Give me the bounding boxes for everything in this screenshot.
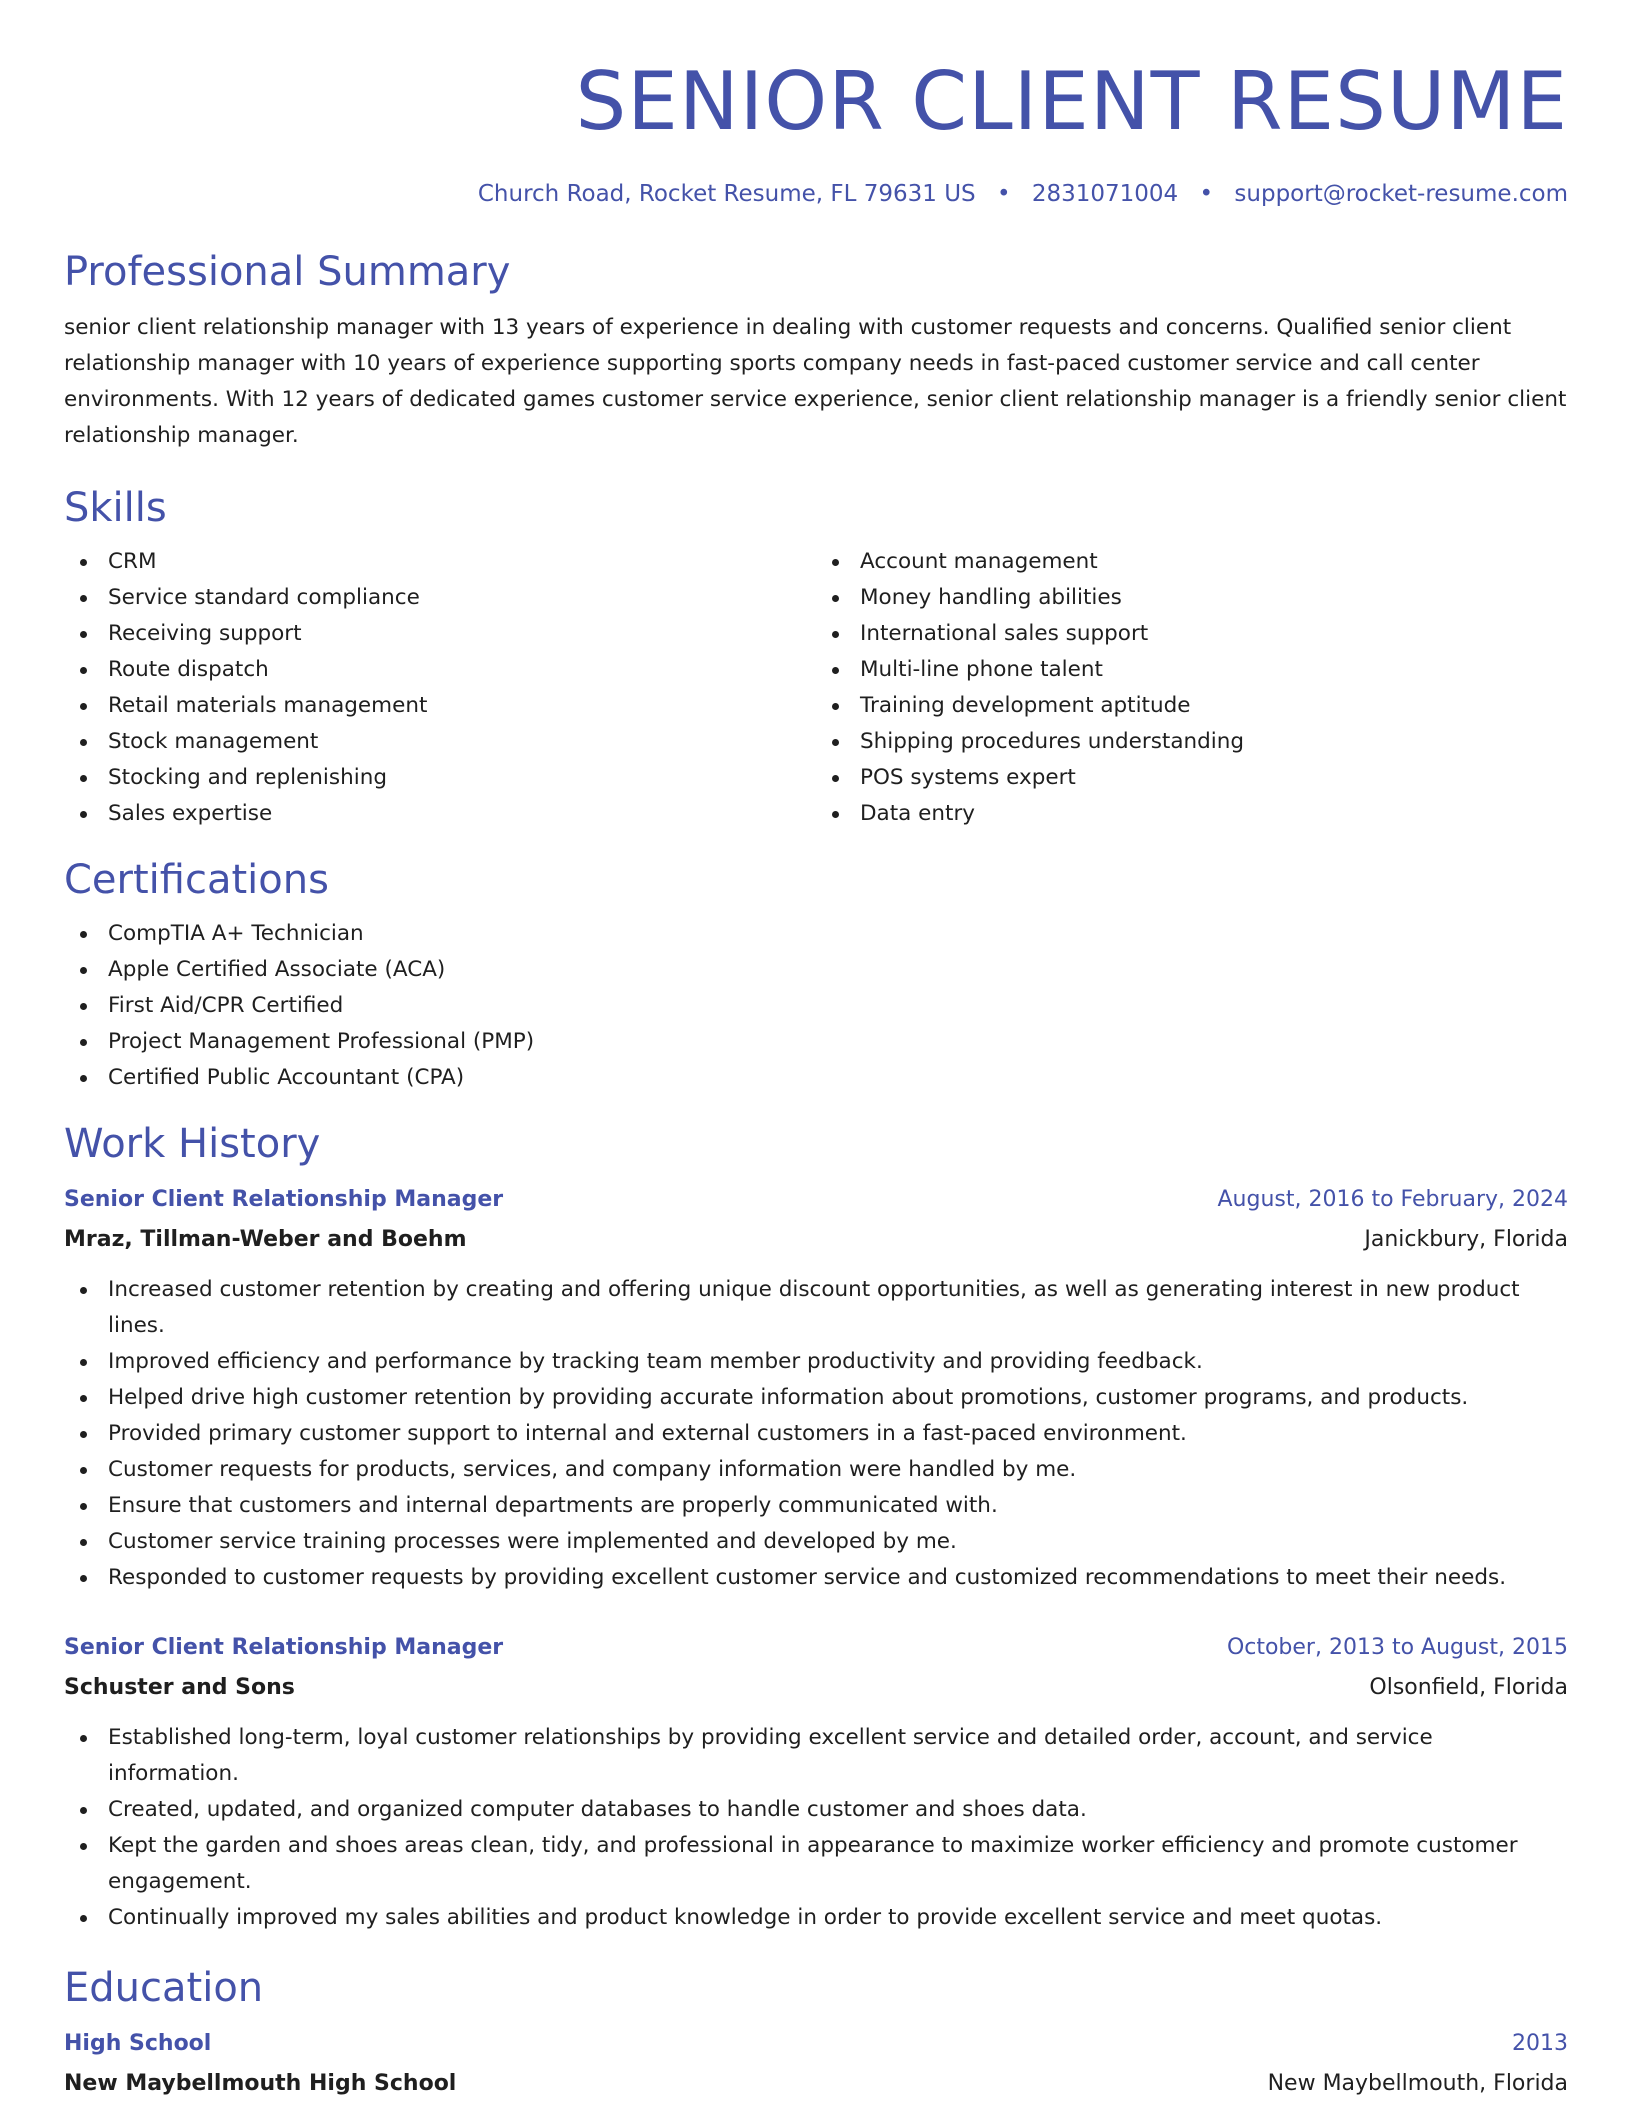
contact-separator: • — [1199, 181, 1214, 207]
skills-section — [64, 482, 1568, 832]
job-entry — [64, 1630, 1568, 1936]
job-company-row — [64, 1218, 1568, 1258]
contact-separator: • — [996, 181, 1011, 207]
certification-item: CompTIA A+ Technician — [64, 916, 1568, 952]
contact-line — [64, 178, 1568, 210]
job-company-row — [64, 1666, 1568, 1706]
skills-columns — [64, 544, 1568, 832]
section-title-summary: Professional Summary — [64, 249, 511, 295]
job-header-row — [64, 1182, 1568, 1218]
job-bullet: Increased customer retention by creating and offering unique discount opportunities, as well as generating interest in new product lines. — [64, 1272, 1568, 1344]
section-title-education: Education — [64, 1965, 264, 2011]
contact-email[interactable]: support@rocket-resume.com — [1234, 181, 1568, 207]
certification-item: Project Management Professional (PMP) — [64, 1024, 1568, 1060]
section-title-certifications: Certifications — [64, 857, 329, 903]
skills-list-right — [816, 544, 1568, 832]
job-dates: August, 2016 to February, 2024 — [1217, 1187, 1568, 1212]
certifications-section — [64, 854, 1568, 1096]
education-school-row — [64, 2062, 1568, 2102]
job-bullet: Provided primary customer support to internal and external customers in a fast-paced environment. — [64, 1416, 1568, 1452]
skill-item: Account management — [816, 544, 1568, 580]
certifications-list — [64, 916, 1568, 1096]
skill-item: CRM — [64, 544, 816, 580]
job-entry — [64, 1182, 1568, 1596]
skills-list-left — [64, 544, 816, 832]
skill-item: Route dispatch — [64, 652, 816, 688]
contact-phone: 2831071004 — [1031, 181, 1179, 207]
job-bullet: Ensure that customers and internal departments are properly communicated with. — [64, 1488, 1568, 1524]
job-bullet: Helped drive high customer retention by providing accurate information about promotions, customer programs, and products. — [64, 1380, 1568, 1416]
work-history-section — [64, 1118, 1568, 1936]
summary-text: senior client relationship manager with 13 years of experience in dealing with customer requests and concerns. Qualified senior client relationship manager with 10 years of experience supporting sports company needs in fast-paced customer service and call center environments. With 12 years of dedicated games customer service experience, senior client relationship manager is a friendly senior client relationship manager. — [64, 315, 1567, 448]
education-location: New Maybellmouth, Florida — [1267, 2071, 1568, 2096]
job-bullet: Kept the garden and shoes areas clean, tidy, and professional in appearance to maximize worker efficiency and promote customer engagement. — [64, 1828, 1568, 1900]
job-location: Janickbury, Florida — [1364, 1227, 1568, 1252]
job-bullet: Customer service training processes were implemented and developed by me. — [64, 1524, 1568, 1560]
job-location: Olsonfield, Florida — [1369, 1675, 1568, 1700]
contact-address: Church Road, Rocket Resume, FL 79631 US — [477, 181, 976, 207]
job-company: Schuster and Sons — [64, 1675, 295, 1700]
skill-item: Stock management — [64, 724, 816, 760]
job-responsibilities — [64, 1720, 1568, 1936]
skill-item: Money handling abilities — [816, 580, 1568, 616]
job-company: Mraz, Tillman-Weber and Boehm — [64, 1227, 467, 1252]
certification-item: First Aid/CPR Certified — [64, 988, 1568, 1024]
education-header-row — [64, 2026, 1568, 2062]
education-school: New Maybellmouth High School — [64, 2071, 457, 2096]
section-title-work-history: Work History — [64, 1121, 321, 1167]
skill-item: Shipping procedures understanding — [816, 724, 1568, 760]
job-bullet: Continually improved my sales abilities and product knowledge in order to provide excellent service and meet quotas. — [64, 1900, 1568, 1936]
job-bullet: Improved efficiency and performance by tracking team member productivity and providing feedback. — [64, 1344, 1568, 1380]
skill-item: Retail materials management — [64, 688, 816, 724]
certification-item: Apple Certified Associate (ACA) — [64, 952, 1568, 988]
skill-item: Receiving support — [64, 616, 816, 652]
job-bullet: Created, updated, and organized computer databases to handle customer and shoes data. — [64, 1792, 1568, 1828]
education-section — [64, 1962, 1568, 2102]
job-responsibilities — [64, 1272, 1568, 1596]
skill-item: Service standard compliance — [64, 580, 816, 616]
skill-item: Training development aptitude — [816, 688, 1568, 724]
job-bullet: Responded to customer requests by providing excellent customer service and customized recommendations to meet their needs. — [64, 1560, 1568, 1596]
resume-header — [64, 0, 1568, 210]
job-bullet: Customer requests for products, services, and company information were handled by me. — [64, 1452, 1568, 1488]
summary-section — [64, 246, 1568, 454]
education-degree: High School — [64, 2031, 212, 2056]
skill-item: International sales support — [816, 616, 1568, 652]
job-title: Senior Client Relationship Manager — [64, 1635, 504, 1660]
skill-item: Stocking and replenishing — [64, 760, 816, 796]
skill-item: Sales expertise — [64, 796, 816, 832]
skill-item: POS systems expert — [816, 760, 1568, 796]
education-entry — [64, 2026, 1568, 2102]
certification-item: Certified Public Accountant (CPA) — [64, 1060, 1568, 1096]
skill-item: Multi-line phone talent — [816, 652, 1568, 688]
education-year: 2013 — [1512, 2031, 1568, 2056]
candidate-name: SENIOR CLIENT RESUME — [575, 55, 1568, 148]
section-title-skills: Skills — [64, 485, 167, 531]
job-bullet: Established long-term, loyal customer relationships by providing excellent service and detailed order, account, and service information. — [64, 1720, 1568, 1792]
skill-item: Data entry — [816, 796, 1568, 832]
job-header-row — [64, 1630, 1568, 1666]
job-dates: October, 2013 to August, 2015 — [1226, 1635, 1568, 1660]
job-title: Senior Client Relationship Manager — [64, 1187, 504, 1212]
